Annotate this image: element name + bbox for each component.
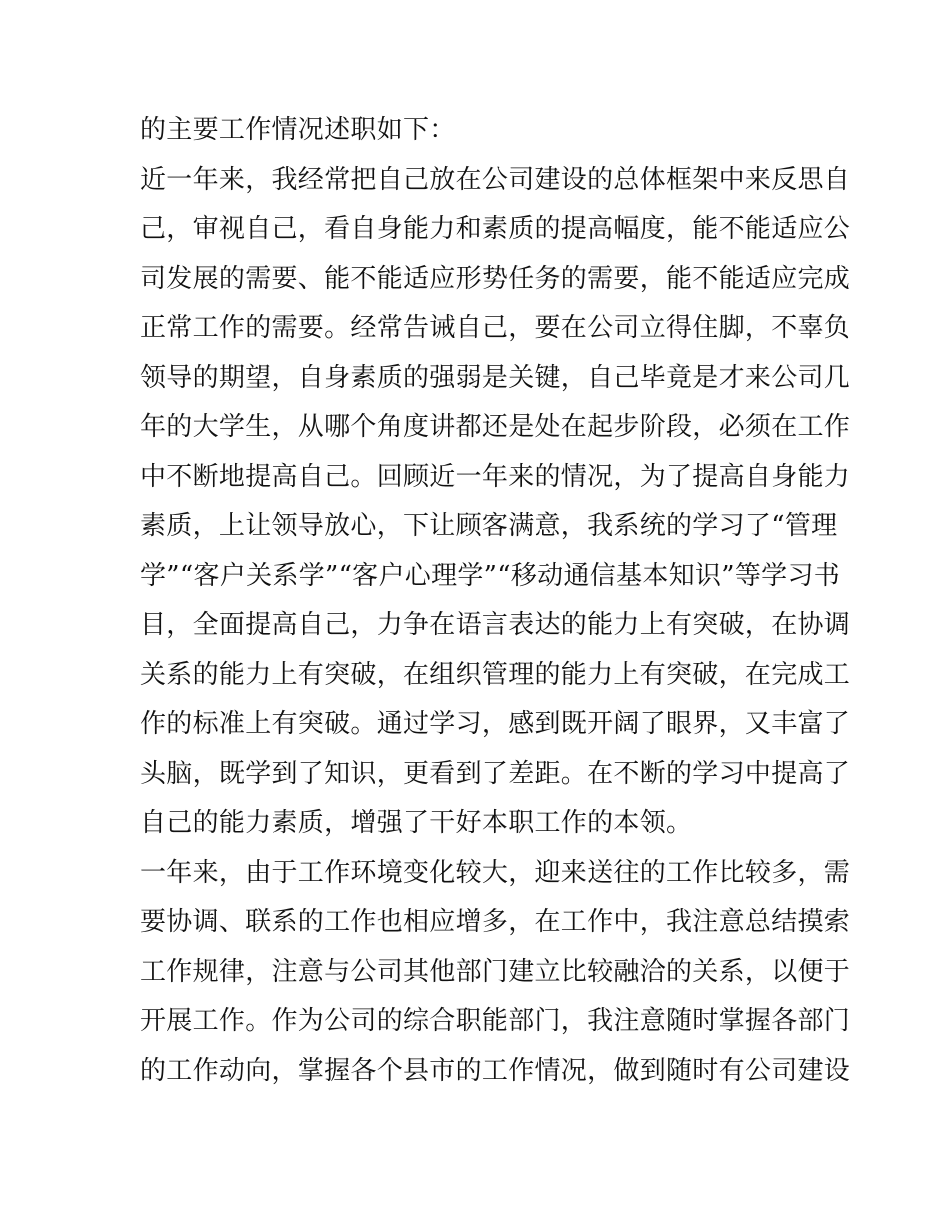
text-line: 开展工作。作为公司的综合职能部门，我注意随时掌握各部门 (140, 1006, 851, 1036)
text-line: 正常工作的需要。经常告诫自己，要在公司立得住脚，不辜负 (140, 313, 851, 343)
body-text (140, 106, 851, 1096)
text-line: 的主要工作情况述职如下： (140, 115, 456, 145)
text-line: 中不断地提高自己。回顾近一年来的情况，为了提高自身能力 (140, 461, 851, 492)
text-line: 年的大学生，从哪个角度讲都还是处在起步阶段，必须在工作 (140, 412, 851, 442)
text-line: 领导的期望，自身素质的强弱是关键，自己毕竟是才来公司几 (140, 362, 851, 393)
text-line: 要协调、联系的工作也相应增多，在工作中，我注意总结摸索 (140, 907, 851, 937)
text-line: 近一年来，我经常把自己放在公司建设的总体框架中来反思自 (140, 164, 851, 195)
text-line: 作的标准上有突破。通过学习，感到既开阔了眼界，又丰富了 (140, 709, 851, 739)
text-line: 工作规律，注意与公司其他部门建立比较融洽的关系，以便于 (140, 956, 851, 987)
text-line: 己，审视自己，看自身能力和素质的提高幅度，能不能适应公 (140, 214, 851, 244)
text-line: 学”“客户关系学”“客户心理学”“移动通信基本知识”等学习书 (140, 560, 841, 591)
text-line: 司发展的需要、能不能适应形势任务的需要，能不能适应完成 (140, 263, 851, 294)
text-line: 素质，上让领导放心，下让顾客满意，我系统的学习了“管理 (140, 511, 838, 541)
text-line: 自己的能力素质，增强了干好本职工作的本领。 (140, 808, 693, 838)
text-line: 的工作动向，掌握各个县市的工作情况，做到随时有公司建设 (140, 1055, 851, 1086)
text-line: 关系的能力上有突破，在组织管理的能力上有突破，在完成工 (140, 659, 851, 690)
text-line: 一年来，由于工作环境变化较大，迎来送往的工作比较多，需 (140, 857, 851, 888)
text-line: 目，全面提高自己，力争在语言表达的能力上有突破，在协调 (140, 610, 851, 640)
text-line: 头脑，既学到了知识，更看到了差距。在不断的学习中提高了 (140, 758, 851, 789)
